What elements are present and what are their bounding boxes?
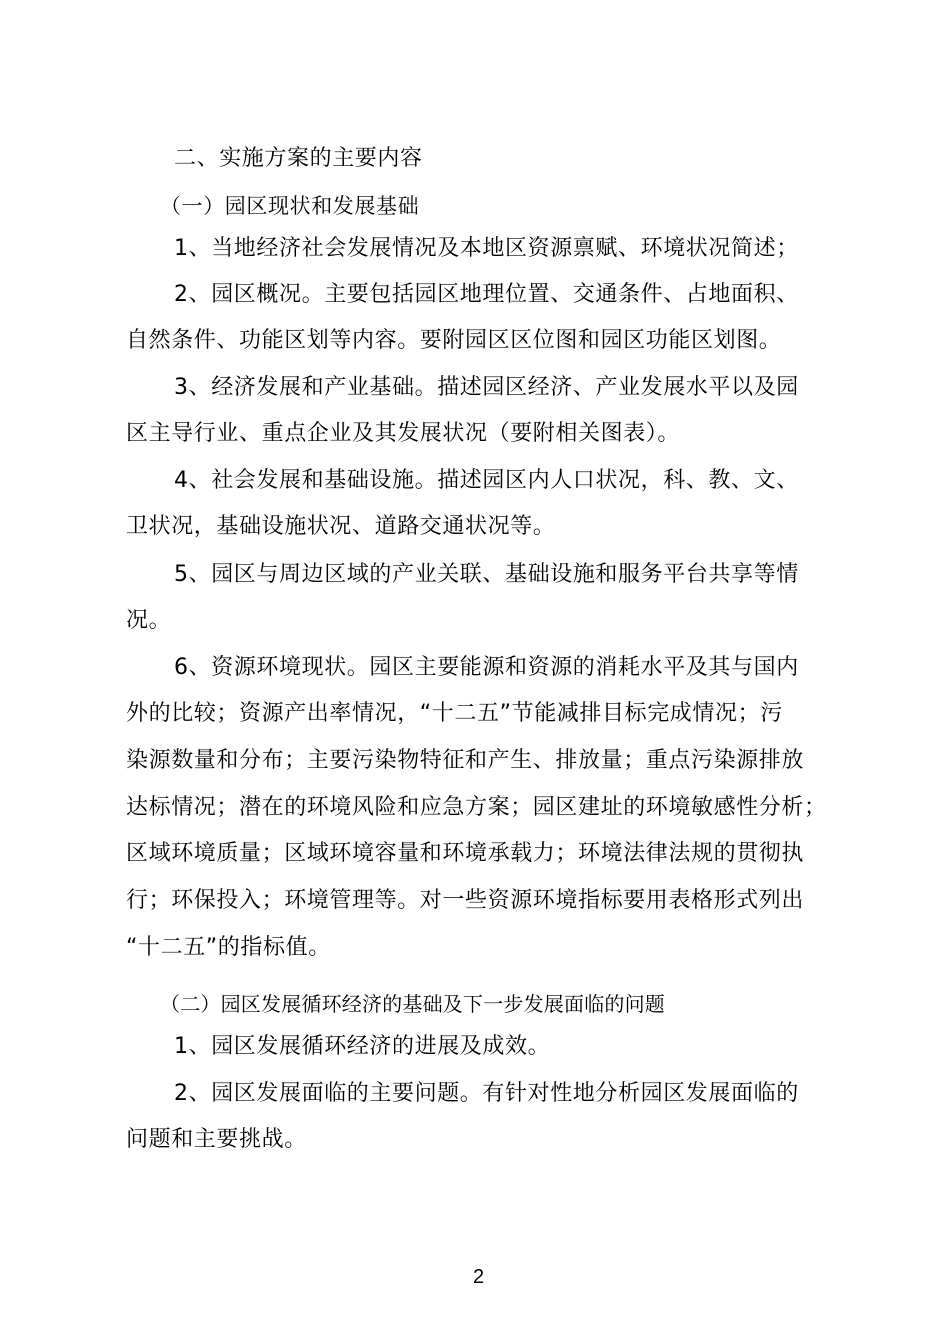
paragraph-8-line-1: 2、园区发展面临的主要问题。有针对性地分析园区发展面临的 [174,1081,799,1106]
paragraph-6-line-3: 染源数量和分布；主要污染物特征和产生、排放量；重点污染源排放 [126,748,805,773]
paragraph-6-line-6: 行；环保投入；环境管理等。对一些资源环境指标要用表格形式列出 [126,888,805,913]
subsection-title-2: （二）园区发展循环经济的基础及下一步发展面临的问题 [160,992,665,1016]
paragraph-6-line-4: 达标情况；潜在的环境风险和应急方案；园区建址的环境敏感性分析； [126,795,827,820]
paragraph-1: 1、当地经济社会发展情况及本地区资源禀赋、环境状况简述； [174,236,799,261]
paragraph-8-line-2: 问题和主要挑战。 [126,1127,307,1152]
paragraph-3-line-2: 区主导行业、重点企业及其发展状况（要附相关图表）。 [126,421,681,446]
page-number: 2 [473,1266,485,1288]
paragraph-7: 1、园区发展循环经济的进展及成效。 [174,1034,551,1059]
paragraph-5-line-2: 况。 [126,608,172,633]
paragraph-6-line-7: “十二五”的指标值。 [126,935,331,960]
subsection-title-1: （一）园区现状和发展基础 [160,194,420,218]
paragraph-4-line-1: 4、社会发展和基础设施。描述园区内人口状况，科、教、文、 [174,468,799,493]
paragraph-6-line-5: 区域环境质量；区域环境容量和环境承载力；环境法律法规的贯彻执 [126,841,805,866]
paragraph-3-line-1: 3、经济发展和产业基础。描述园区经济、产业发展水平以及园 [174,375,799,400]
paragraph-6-line-2: 外的比较；资源产出率情况，“十二五”节能减排目标完成情况；污 [126,701,783,726]
paragraph-6-line-1: 6、资源环境现状。园区主要能源和资源的消耗水平及其与国内 [174,655,799,680]
paragraph-2-line-2: 自然条件、功能区划等内容。要附园区区位图和园区功能区划图。 [126,328,782,353]
paragraph-2-line-1: 2、园区概况。主要包括园区地理位置、交通条件、占地面积、 [174,282,799,307]
section-heading: 二、实施方案的主要内容 [174,146,423,171]
paragraph-5-line-1: 5、园区与周边区域的产业关联、基础设施和服务平台共享等情 [174,562,799,587]
paragraph-4-line-2: 卫状况，基础设施状况、道路交通状况等。 [126,514,556,539]
